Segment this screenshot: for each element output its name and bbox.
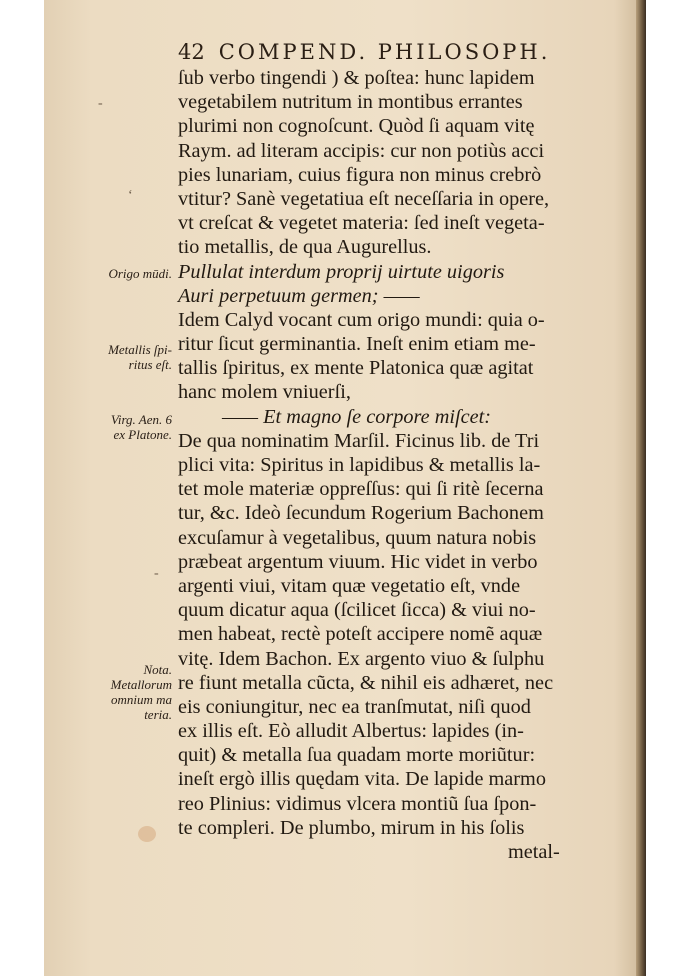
text-line: tallis ſpiritus, ex mente Platonica quæ agitat [178,357,534,380]
text-line: De qua nominatim Marſil. Ficinus lib. de Tri [178,429,540,452]
margin-note-line: Metallorum [110,677,172,692]
text-line: ex illis eſt. Eò alludit Albertus: lapides (in- [178,720,524,743]
margin-note-metallis [60,342,172,372]
verse-line: Auri perpetuum germen; —— [178,284,420,307]
margin-note-line: Nota. [143,662,172,677]
text-line: men habeat, rectè poteſt accipere nomẽ aquæ [178,623,543,646]
text-line: reo Plinius: vidimus vlcera montiũ ſua ſpon- [178,792,537,815]
text-line: re fiunt metalla cũcta, & nihil eis adhæret, nec [178,671,554,694]
margin-mark: - [98,96,103,111]
paper-stain [138,826,156,842]
margin-mark: ‘ [128,188,133,203]
catchword: metal- [508,841,560,863]
margin-note-virg [60,412,172,442]
margin-note-line: teria. [144,707,172,722]
text-line: plurimi non cognoſcunt. Quòd ſi aquam vitę [178,115,535,138]
text-line: tio metallis, de qua Augurellus. [178,236,432,259]
text-line: hanc molem vniuerſi, [178,381,351,404]
margin-note-line: Metallis ſpi- [108,342,172,357]
text-line: vt creſcat & vegetet materia: ſed ineſt vegeta- [178,212,545,235]
text-line: eis coniungitur, nec ea tranſmutat, niſi quod [178,695,531,718]
margin-note-line: ritus eſt. [128,357,172,372]
text-line: quit) & metalla ſua quadam morte moriũtur: [178,744,536,767]
margin-note-origo [60,266,172,281]
margin-note-line: Virg. Aen. 6 [110,412,172,427]
page-edge [636,0,646,976]
text-line: tet mole materiæ oppreſſus: qui ſi ritè ſecerna [178,478,544,501]
text-line: te compleri. De plumbo, mirum in his ſolis [178,816,525,839]
text-line: pies lunariam, cuius figura non minus crebrò [178,163,542,186]
margin-note-line: omnium ma [110,692,172,707]
text-line: tur, &c. Ideò ſecundum Rogerium Bachonem [178,502,544,525]
text-line: vtitur? Sanè vegetatiua eſt neceſſaria in opere, [178,187,550,210]
text-line: excuſamur à vegetalibus, quum natura nobis [178,526,537,549]
text-line: Idem Calyd vocant cum origo mundi: quia o- [178,308,545,331]
text-line: argenti viui, vitam quæ vegetatio eſt, vnde [178,574,521,597]
text-line: ritur ſicut germinantia. Ineſt enim etiam me- [178,333,536,356]
text-line: ineſt ergò illis quędam vita. De lapide marmo [178,768,546,791]
margin-note-line: ex Platone. [113,427,172,442]
verse-line: —— Et magno ſe corpore miſcet: [222,405,492,428]
margin-mark: - [154,566,159,581]
verse-line: Pullulat interdum proprij uirtute uigoris [178,260,505,283]
body-text [178,66,598,864]
page-header [178,40,550,64]
margin-note-nota [60,662,172,722]
text-line: ſub verbo tingendi ) & poſtea: hunc lapidem [178,67,535,89]
text-line: præbeat argentum viuum. Hic videt in verbo [178,550,538,573]
margin-note-line: Origo mūdi. [108,266,172,281]
text-line: quum dicatur aqua (ſcilicet ſicca) & viui no- [178,599,536,622]
text-line: plici vita: Spiritus in lapidibus & metallis la- [178,454,541,476]
running-title: COMPEND. PHILOSOPH. [218,40,551,64]
text-line: vitę. Idem Bachon. Ex argento viuo & ſulphu [178,647,545,670]
text-line: Raym. ad literam accipis: cur non potiùs acci [178,139,545,162]
text-line: vegetabilem nutritum in montibus errantes [178,91,523,114]
page-number: 42 [178,40,205,64]
